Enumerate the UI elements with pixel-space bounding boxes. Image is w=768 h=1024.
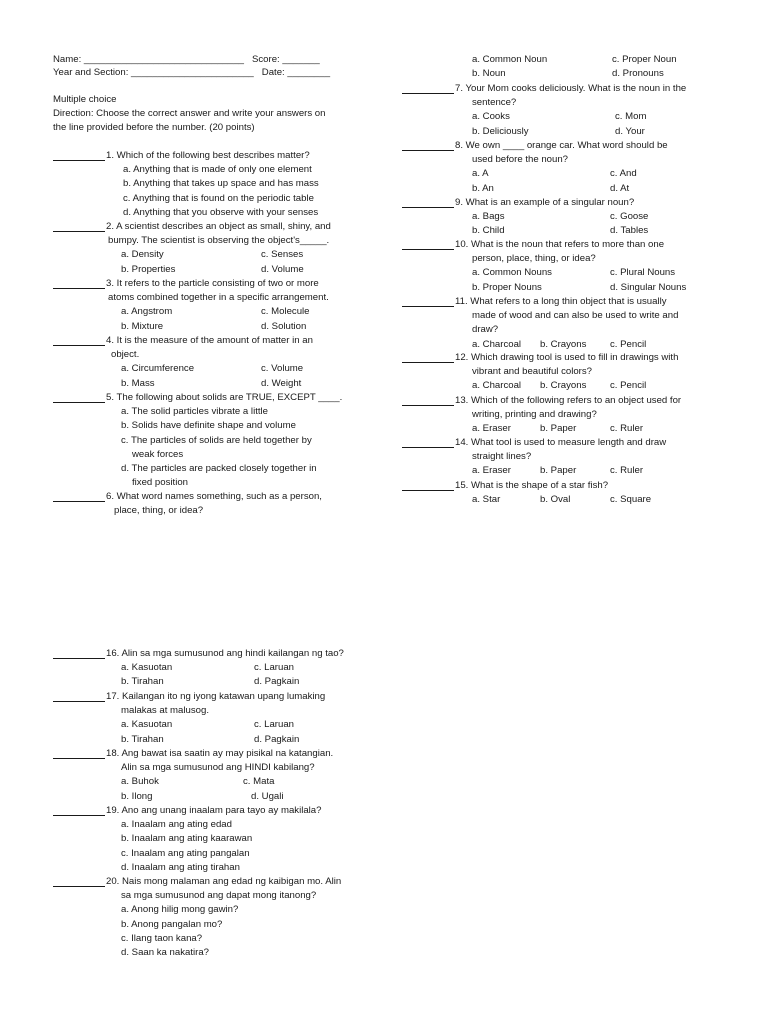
option-a: a. Common Noun: [472, 54, 548, 65]
option-c: c. Ruler: [610, 423, 644, 435]
option-a: a. Bags: [472, 211, 505, 223]
option-c: c. Proper Noun: [612, 54, 677, 65]
option-c: c. Plural Nouns: [610, 267, 676, 279]
answer-blank[interactable]: [53, 277, 105, 289]
option-a: a. Charcoal: [472, 380, 522, 392]
name-score-line: Name: ______________________________ Score: _______: [53, 54, 320, 65]
option-a: a. A: [472, 168, 489, 180]
option-d: d. Volume: [261, 263, 304, 275]
option-b: b. An: [472, 182, 494, 194]
option-d: d. Solution: [261, 320, 307, 332]
answer-blank[interactable]: [53, 149, 105, 161]
option-c-cont: weak forces: [132, 448, 184, 460]
option-a: a. Star: [472, 494, 501, 506]
answer-blank[interactable]: [53, 334, 105, 346]
option-c: c. Inaalam ang ating pangalan: [121, 847, 250, 859]
option-b: b. Deliciously: [472, 125, 529, 137]
option-a: a. Inaalam ang ating edad: [121, 819, 232, 831]
option-a: a. Eraser: [472, 465, 511, 477]
option-a: a. Charcoal: [472, 338, 522, 350]
option-c: c. Mom: [615, 111, 647, 123]
option-b: b. Anong pangalan mo?: [121, 918, 223, 930]
option-c: c. The particles of solids are held together by: [121, 434, 312, 446]
answer-blank[interactable]: [402, 82, 454, 94]
option-b: b. Anything that takes up space and has mass: [123, 178, 319, 190]
answer-blank[interactable]: [53, 875, 105, 887]
question-6-options: [472, 53, 762, 81]
option-a: a. Angstrom: [121, 306, 173, 318]
option-c: c. And: [610, 168, 637, 180]
option-b: b. Tirahan: [121, 733, 164, 745]
question-9: 9. What is an example of a singular noun? a. Bags c. Goose b. Child d. Tables: [402, 196, 762, 239]
option-b: b. Proper Nouns: [472, 281, 542, 293]
answer-blank[interactable]: [53, 690, 105, 702]
option-d: d. Anything that you observe with your senses: [123, 206, 319, 218]
option-a: a. Density: [121, 249, 164, 261]
option-d: d. Weight: [261, 377, 302, 389]
answer-blank[interactable]: [402, 295, 454, 307]
answer-blank[interactable]: [402, 196, 454, 208]
option-b: b. Crayons: [540, 338, 587, 350]
option-b: b. Ilong: [121, 790, 153, 802]
question-20: 20. Nais mong malaman ang edad ng kaibigan mo. Alin sa mga sumusunod ang dapat mong itanong? a. Anong hilig mong gawin? b. Anong pangalan mo? c. Ilang taon kana? d. Saan ka nakatira?: [53, 875, 413, 960]
answer-blank[interactable]: [402, 238, 454, 250]
question-13: 13. Which of the following refers to an object used for writing, printing and drawing? a. Eraser b. Paper c. Ruler: [402, 394, 762, 437]
answer-blank[interactable]: [53, 747, 105, 759]
option-b: b. Paper: [540, 465, 577, 477]
section-title: Multiple choice: [53, 94, 117, 105]
option-d: d. Tables: [610, 225, 649, 237]
option-b: b. Child: [472, 225, 505, 237]
answer-blank[interactable]: [53, 804, 105, 816]
question-14: 14. What tool is used to measure length and draw straight lines? a. Eraser b. Paper c. Ruler: [402, 436, 762, 479]
option-a: a. Anything that is made of only one element: [123, 164, 312, 176]
question-15: 15. What is the shape of a star fish? a. Star b. Oval c. Square: [402, 479, 762, 507]
option-a: a. The solid particles vibrate a little: [121, 406, 268, 418]
option-b: b. Paper: [540, 423, 577, 435]
option-c: c. Pencil: [610, 380, 647, 392]
option-a: a. Anong hilig mong gawin?: [121, 904, 239, 916]
option-b: b. Solids have definite shape and volume: [121, 420, 296, 432]
option-d: d. Inaalam ang ating tirahan: [121, 861, 240, 873]
question-11: 11. What refers to a long thin object that is usually made of wood and can also be used to write and draw? a. Charcoal b. Crayons c. Pencil: [402, 295, 762, 352]
option-d: d. The particles are packed closely together in: [121, 463, 317, 475]
question-18: 18. Ang bawat isa saatin ay may pisikal na katangian. Alin sa mga sumusunod ang HINDI kabilang? a. Buhok c. Mata b. Ilong d. Ugali: [53, 747, 413, 804]
question-19: 19. Ano ang unang inaalam para tayo ay makilala? a. Inaalam ang ating edad b. Inaalam ang ating kaarawan c. Inaalam ang ating pangalan d. Inaalam ang ating tirahan: [53, 804, 413, 875]
option-c: c. Ilang taon kana?: [121, 932, 203, 944]
option-c: c. Laruan: [254, 719, 295, 731]
option-c: c. Goose: [610, 211, 649, 223]
option-b: b. Tirahan: [121, 676, 164, 688]
option-c: c. Mata: [243, 776, 275, 788]
question-10: 10. What is the noun that refers to more than one person, place, thing, or idea? a. Common Nouns c. Plural Nouns b. Proper Nouns d. Singular Nouns: [402, 238, 762, 295]
question-8: 8. We own ____ orange car. What word should be used before the noun? a. A c. And b. An d. At: [402, 139, 762, 196]
option-b: b. Properties: [121, 263, 176, 275]
option-b: b. Inaalam ang ating kaarawan: [121, 833, 253, 845]
year-date-line: Year and Section: _______________________ Date: ________: [53, 67, 331, 78]
option-b: b. Noun: [472, 68, 506, 80]
option-a: a. Eraser: [472, 423, 511, 435]
answer-blank[interactable]: [53, 220, 105, 232]
answer-blank[interactable]: [402, 139, 454, 151]
option-d: d. Saan ka nakatira?: [121, 947, 210, 959]
option-b: b. Crayons: [540, 380, 587, 392]
option-c: c. Anything that is found on the periodic table: [123, 192, 314, 204]
question-7: 7. Your Mom cooks deliciously. What is the noun in the sentence? a. Cooks c. Mom b. Deliciously d. Your: [402, 82, 762, 139]
option-d-cont: fixed position: [132, 477, 188, 489]
option-d: d. Singular Nouns: [610, 281, 687, 293]
option-d: d. Pagkain: [254, 676, 300, 688]
answer-blank[interactable]: [402, 436, 454, 448]
option-c: c. Volume: [261, 363, 304, 375]
option-b: b. Mass: [121, 377, 155, 389]
direction-line-2: the line provided before the number. (20 points): [53, 122, 255, 133]
option-a: a. Common Nouns: [472, 267, 552, 279]
direction-line-1: Direction: Choose the correct answer and write your answers on: [53, 108, 326, 119]
option-c: c. Molecule: [261, 306, 310, 318]
option-b: b. Mixture: [121, 320, 164, 332]
option-d: d. Ugali: [251, 790, 284, 802]
question-4: 4. It is the measure of the amount of matter in an object. a. Circumference c. Volume b. Mass d. Weight: [53, 334, 383, 391]
question-2: 2. A scientist describes an object as small, shiny, and bumpy. The scientist is observing the object's_____. a. Density c. Senses b. Properties d. Volume: [53, 220, 383, 277]
option-c: c. Ruler: [610, 465, 644, 477]
option-a: a. Cooks: [472, 111, 510, 123]
option-a: a. Kasuotan: [121, 719, 173, 731]
question-1: 1. Which of the following best describes matter? a. Anything that is made of only one element b. Anything that takes up space and has mass c. Anything that is found on the periodic table d. Anything that you observe with your senses: [53, 149, 383, 220]
question-6: 6. What word names something, such as a person, place, thing, or idea?: [53, 490, 383, 518]
option-b: b. Oval: [540, 494, 571, 506]
answer-blank[interactable]: [402, 394, 454, 406]
answer-blank[interactable]: [53, 647, 105, 659]
answer-blank[interactable]: [53, 490, 105, 502]
question-5: 5. The following about solids are TRUE, EXCEPT ____. a. The solid particles vibrate a little b. Solids have definite shape and volume c. The particles of solids are held together by weak forces d. The particles are packed closely together in fixed position: [53, 391, 383, 490]
option-c: c. Laruan: [254, 662, 295, 674]
option-a: a. Buhok: [121, 776, 159, 788]
question-17: 17. Kailangan ito ng iyong katawan upang lumaking malakas at malusog. a. Kasuotan c. Laruan b. Tirahan d. Pagkain: [53, 690, 413, 747]
option-a: a. Circumference: [121, 363, 195, 375]
option-d: d. Pagkain: [254, 733, 300, 745]
answer-blank[interactable]: [402, 479, 454, 491]
option-c: c. Pencil: [610, 338, 647, 350]
option-d: d. At: [610, 182, 630, 194]
question-16: 16. Alin sa mga sumusunod ang hindi kailangan ng tao? a. Kasuotan c. Laruan b. Tirahan d. Pagkain: [53, 647, 413, 690]
option-d: d. Your: [615, 125, 645, 137]
option-a: a. Kasuotan: [121, 662, 173, 674]
question-3: 3. It refers to the particle consisting of two or more atoms combined together in a specific arrangement. a. Angstrom c. Molecule b. Mixture d. Solution: [53, 277, 383, 334]
question-12: 12. Which drawing tool is used to fill in drawings with vibrant and beautiful colors? a. Charcoal b. Crayons c. Pencil: [402, 351, 762, 394]
answer-blank[interactable]: [402, 351, 454, 363]
answer-blank[interactable]: [53, 391, 105, 403]
option-d: d. Pronouns: [612, 68, 664, 80]
option-c: c. Square: [610, 494, 652, 506]
option-c: c. Senses: [261, 249, 304, 261]
